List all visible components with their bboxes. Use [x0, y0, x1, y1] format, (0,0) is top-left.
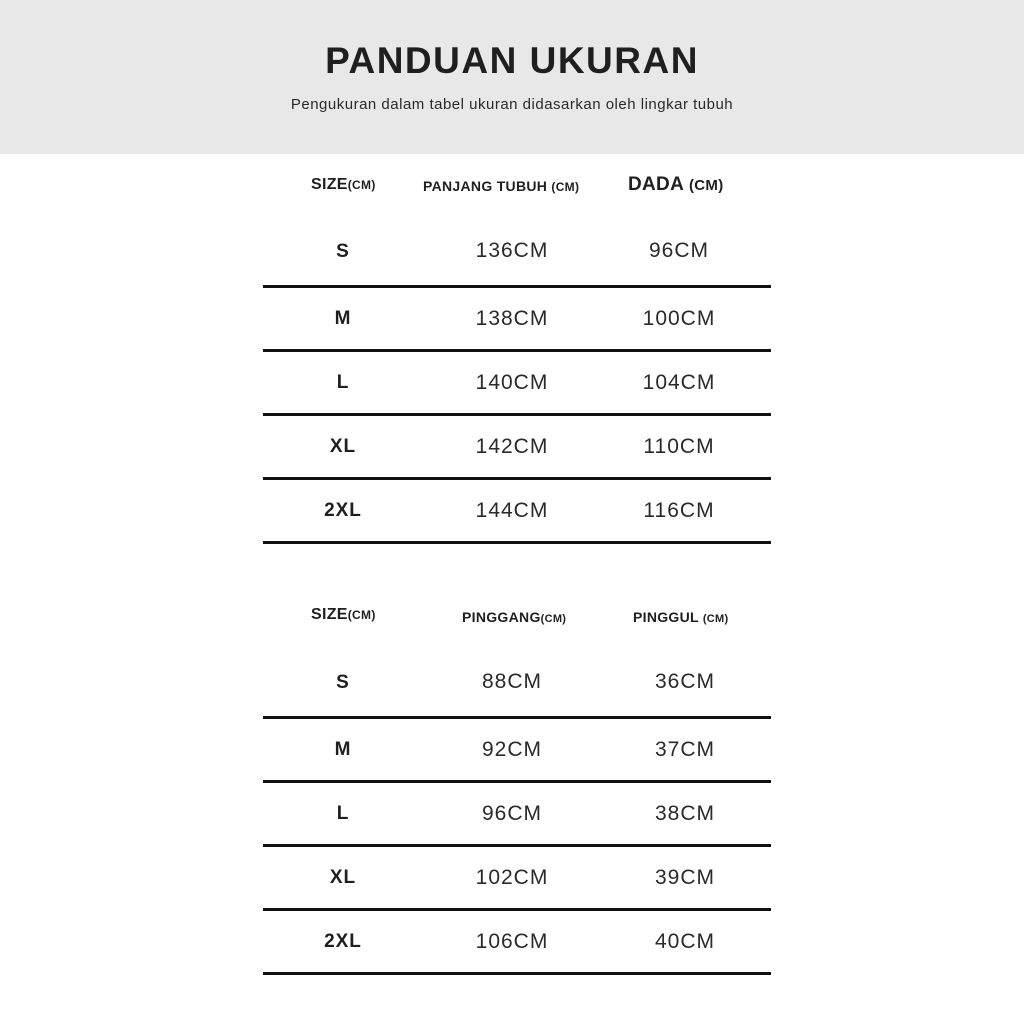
- table-row: [263, 783, 771, 847]
- row-divider: [263, 541, 771, 544]
- table-row: [263, 719, 771, 783]
- size-cell: S: [336, 672, 350, 693]
- table-row: [263, 480, 771, 544]
- header-size-unit: (CM): [347, 178, 376, 192]
- hip-cell: 37CM: [654, 738, 716, 761]
- waist-cell: 92CM: [481, 738, 543, 761]
- row-divider: [263, 972, 771, 975]
- waist-cell: 96CM: [481, 802, 543, 825]
- page-title: PANDUAN UKURAN: [325, 40, 699, 81]
- size-cell: L: [336, 372, 350, 393]
- chest-cell: 96CM: [648, 239, 710, 262]
- size-cell: 2XL: [324, 500, 362, 521]
- header-hip-unit: (CM): [702, 613, 729, 625]
- waist-cell: 102CM: [475, 866, 549, 889]
- chest-cell: 104CM: [642, 371, 716, 394]
- header-size-label: SIZE: [311, 176, 348, 193]
- hip-cell: 39CM: [654, 866, 716, 889]
- length-cell: 144CM: [475, 499, 549, 522]
- hip-cell: 36CM: [654, 670, 716, 693]
- size-cell: XL: [329, 436, 357, 457]
- size-cell: S: [336, 241, 350, 262]
- table-row: [263, 416, 771, 480]
- length-cell: 140CM: [475, 371, 549, 394]
- table-row: [263, 649, 771, 719]
- header-chest-unit: (CM): [688, 177, 724, 194]
- chest-cell: 110CM: [643, 435, 715, 458]
- table-row: [263, 911, 771, 975]
- page-subtitle: Pengukuran dalam tabel ukuran didasarkan oleh lingkar tubuh: [290, 96, 734, 113]
- header-banner: [0, 0, 1024, 154]
- table-row: [263, 352, 771, 416]
- header-chest: [628, 174, 724, 196]
- header-waist: [462, 609, 566, 625]
- header-waist-label: PINGGANG: [462, 609, 541, 625]
- header-size-unit: (CM): [347, 608, 376, 622]
- size-cell: L: [336, 803, 350, 824]
- size-cell: M: [334, 308, 352, 329]
- header-size: [311, 606, 376, 624]
- size-cell: 2XL: [324, 931, 362, 952]
- header-hip: [633, 609, 728, 625]
- table-row: [263, 288, 771, 352]
- chest-cell: 116CM: [643, 499, 715, 522]
- length-cell: 142CM: [475, 435, 549, 458]
- header-hip-label: PINGGUL: [633, 609, 699, 625]
- header-chest-label: DADA: [628, 174, 684, 195]
- waist-cell: 106CM: [475, 930, 549, 953]
- header-length-label: PANJANG TUBUH: [423, 178, 548, 194]
- table-row: [263, 218, 771, 288]
- hip-cell: 38CM: [654, 802, 716, 825]
- header-length-unit: (CM): [551, 180, 580, 194]
- size-cell: M: [334, 739, 352, 760]
- header-length: [423, 178, 579, 194]
- header-waist-unit: (CM): [540, 613, 567, 625]
- header-size-label: SIZE: [311, 606, 348, 623]
- chest-cell: 100CM: [642, 307, 716, 330]
- header-size: [311, 176, 376, 194]
- length-cell: 136CM: [475, 239, 549, 262]
- length-cell: 138CM: [475, 307, 549, 330]
- table-row: [263, 847, 771, 911]
- size-cell: XL: [329, 867, 357, 888]
- hip-cell: 40CM: [654, 930, 716, 953]
- waist-cell: 88CM: [481, 670, 543, 693]
